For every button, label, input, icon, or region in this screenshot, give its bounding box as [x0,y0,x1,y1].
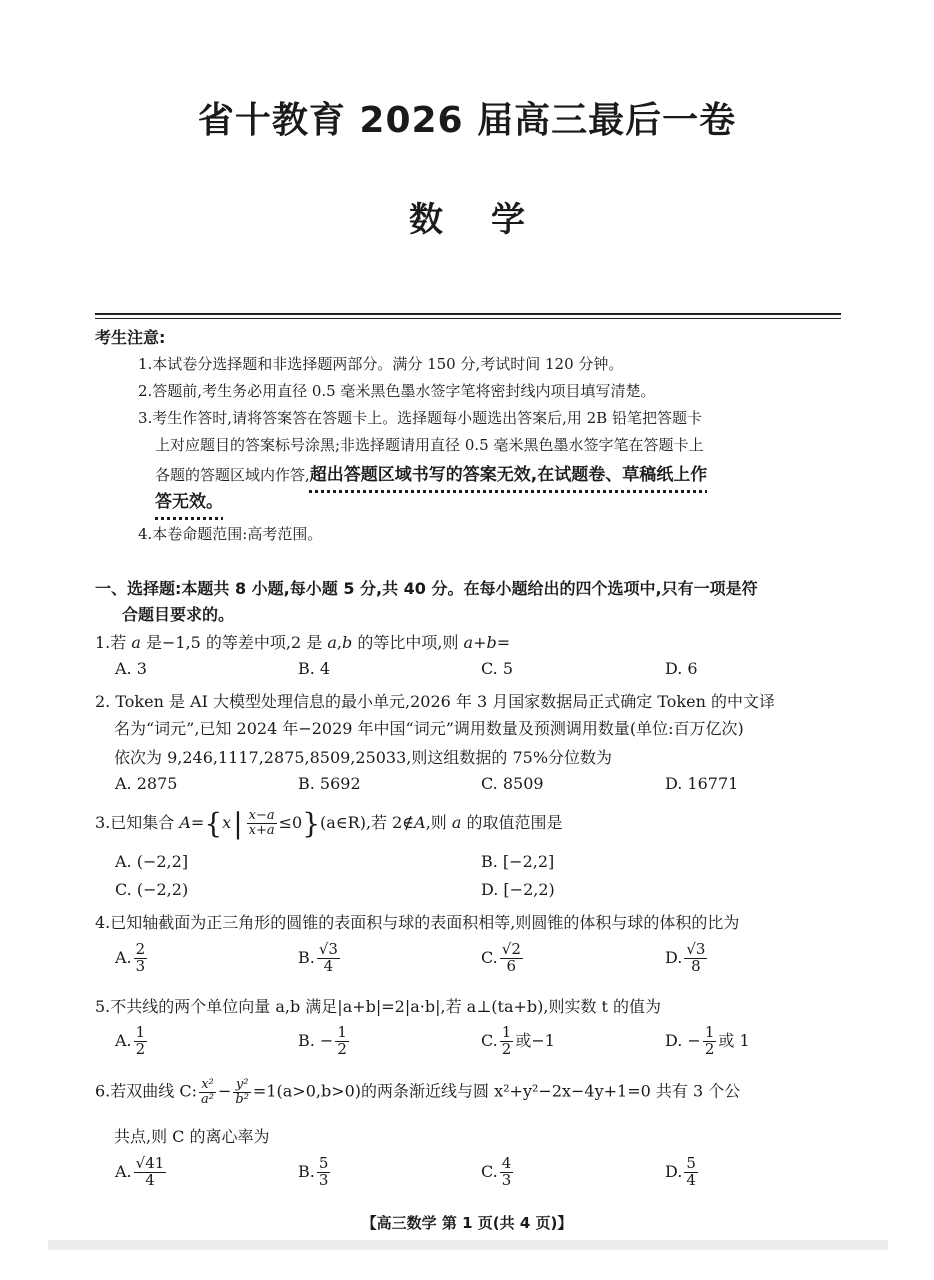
q5-d-tail: 或 1 [718,1030,750,1050]
q4-b-num: √3 [318,940,338,958]
q5-a-label: A. [115,1030,132,1050]
notice-item-2: 2.答题前,考生务必用直径 0.5 毫米黑色墨水签字笔将密封线内项目填写清楚。 [138,382,656,400]
notice-item-3-line-4 [155,487,223,512]
q5-c-label: C. [481,1030,498,1050]
q4-b-den: 4 [323,956,334,975]
q5-a-num: 1 [135,1023,146,1041]
q6-b-den: 3 [318,1170,329,1189]
page-footer: 【高三数学 第 1 页(共 4 页)】 [361,1214,573,1232]
q1-var: a [131,633,141,652]
q2-line-1: 2. Token 是 AI 大模型处理信息的最小单元,2026 年 3 月国家数据局正式确定 Token 的中文译 [95,692,775,711]
question-4: 4.已知轴截面为正三角形的圆锥的表面积与球的表面积相等,则圆锥的体积与球的体积的比为 [95,913,740,932]
q4-c-num: √2 [501,940,521,958]
q6-option-d [665,1156,700,1189]
q1-option-c: C. 5 [481,659,514,678]
q3-option-d: D. [−2,2) [481,880,555,899]
notice-item-3-line-1: 3.考生作答时,请将答案答在答题卡上。选择题每小题选出答案后,用 2B 铅笔把答题卡 [138,409,702,427]
q6-d-fraction [684,1156,698,1189]
q6-a-label: A. [115,1161,132,1181]
q6-option-b [298,1156,332,1189]
q5-c-tail: 或−1 [515,1030,555,1050]
q3-var: a [451,813,462,832]
q6-b-fraction [317,1156,331,1189]
q2-option-b: B. 5692 [298,774,361,793]
section-heading-line-1: 一、选择题:本题共 8 小题,每小题 5 分,共 40 分。在每小题给出的四个选项中,只有一项是符 [95,579,758,598]
q3-option-a: A. (−2,2] [115,852,189,871]
q2-option-d: D. 16771 [665,774,739,793]
q1-text: + [473,633,487,652]
q4-option-b [298,942,342,975]
q4-b-fraction [317,942,340,975]
q6-d-label: D. [665,1161,683,1181]
q4-c-fraction [500,942,523,975]
q3-brace: } [302,807,321,840]
q5-b-label: B. − [298,1030,334,1050]
q6-fraction-1 [199,1078,216,1106]
q5-b-fraction [335,1025,349,1058]
q1-option-a: A. 3 [115,659,147,678]
q3-text: 3.已知集合 [95,813,180,832]
section-heading-line-2: 合题目要求的。 [122,605,235,624]
notice-item-1: 1.本试卷分选择题和非选择题两部分。满分 150 分,考试时间 120 分钟。 [138,355,624,373]
q3-frac-den: x+a [248,823,275,838]
q6-fraction-2 [233,1078,251,1106]
q1-var: a [327,633,337,652]
q3-option-c: C. (−2,2) [115,880,189,899]
q4-option-a [115,942,149,975]
q1-text: , [336,633,343,652]
q1-option-d: D. 6 [665,659,698,678]
q1-option-b: B. 4 [298,659,331,678]
q3-text: = [190,813,205,832]
bottom-edge-bar [48,1240,888,1250]
q2-line-2: 名为“词元”,已知 2024 年−2029 年中国“词元”调用数量及预测调用数量(单位:百万亿次) [114,719,744,738]
q5-option-c [481,1025,555,1058]
q6-f2-den: b² [235,1091,249,1107]
q4-c-label: C. [481,947,498,967]
q3-text: ,则 [425,813,452,832]
q5-a-den: 2 [135,1039,146,1058]
exam-title: 省十教育 2026 届高三最后一卷 [197,100,737,141]
q5-c-num: 1 [501,1023,512,1041]
q1-text: 1.若 [95,633,132,652]
q4-d-label: D. [665,947,683,967]
q4-c-den: 6 [506,956,517,975]
q3-option-b: B. [−2,2] [481,852,555,871]
q6-c-num: 4 [501,1154,512,1172]
q1-var: b [486,633,497,652]
q6-a-fraction [134,1156,167,1189]
q6-c-den: 3 [501,1170,512,1189]
q5-option-d [665,1025,750,1058]
subject-title: 数学 [409,200,573,240]
q4-a-fraction [134,942,148,975]
q5-c-fraction [500,1025,514,1058]
question-1 [95,630,510,653]
question-6-line-2: 共点,则 C 的离心率为 [114,1127,270,1146]
q3-fraction [247,809,277,837]
q5-option-a [115,1025,149,1058]
q6-option-c [481,1156,515,1189]
q6-option-a [115,1156,168,1189]
q3-text: ,若 2∉ [365,813,415,832]
q1-var: b [342,633,353,652]
q1-text: 是−1,5 的等差中项,2 是 [140,633,328,652]
notice-item-3-text: 各题的答题区域内作答, [155,466,310,484]
q6-d-den: 4 [686,1170,696,1189]
q6-f2-num: y² [233,1078,251,1093]
header-rule-thin [95,318,841,319]
q6-d-num: 5 [686,1154,696,1172]
q6-text: 6.若双曲线 C: [95,1081,197,1101]
q3-cond: (a∈R) [320,813,366,832]
question-5: 5.不共线的两个单位向量 a,b 满足|a+b|=2|a·b|,若 a⊥(ta+b),则实数 t 的值为 [95,997,662,1016]
q6-f1-den: a² [201,1091,214,1107]
q5-c-den: 2 [501,1039,512,1058]
q2-option-c: C. 8509 [481,774,544,793]
q2-option-a: A. 2875 [115,774,178,793]
question-3 [95,807,563,840]
notice-emphasis-2: 答无效。 [155,492,223,512]
q4-d-den: 8 [691,956,701,975]
q6-b-num: 5 [318,1154,329,1172]
q5-d-label: D. − [665,1030,701,1050]
q3-brace: { [204,807,223,840]
q6-c-fraction [500,1156,514,1189]
q3-bar: | [233,807,243,840]
notice-heading: 考生注意: [95,328,166,347]
notice-item-3-line-3 [155,460,707,485]
notice-emphasis-1: 超出答题区域书写的答案无效,在试题卷、草稿纸上作 [309,465,708,485]
q1-var: a [463,633,474,652]
q3-text: 的取值范围是 [461,813,563,832]
q3-frac-num: x−a [248,808,275,824]
q5-d-den: 2 [704,1039,715,1058]
q5-b-den: 2 [337,1039,347,1058]
q4-d-num: √3 [686,940,706,958]
question-6-line-1 [95,1078,740,1106]
q6-a-den: 4 [145,1170,155,1189]
notice-item-4: 4.本卷命题范围:高考范围。 [138,525,323,543]
q3-ineq: ≤0 [278,813,303,832]
q5-d-num: 1 [704,1023,715,1041]
q6-b-label: B. [298,1161,315,1181]
q4-d-fraction [684,942,707,975]
q4-option-c [481,942,525,975]
q5-a-fraction [134,1025,148,1058]
q3-set: A [179,813,191,832]
q5-option-b [298,1025,351,1058]
q4-option-d [665,942,709,975]
q3-var: x [222,813,232,832]
notice-item-3-line-2: 上对应题目的答案标号涂黑;非选择题请用直径 0.5 毫米黑色墨水签字笔在答题卡上 [155,436,704,454]
q4-a-den: 3 [135,956,146,975]
header-rule [95,313,841,315]
q6-f1-num: x² [199,1078,216,1093]
q5-d-fraction [703,1025,717,1058]
q4-a-num: 2 [135,940,146,958]
q6-c-label: C. [481,1161,498,1181]
q6-a-num: √41 [135,1154,165,1172]
q3-set: A [414,813,426,832]
q4-b-label: B. [298,947,315,967]
q4-a-label: A. [115,947,132,967]
q1-text: 的等比中项,则 [352,633,464,652]
q1-text: = [496,633,511,652]
q5-b-num: 1 [337,1023,347,1041]
q6-minus: − [217,1081,232,1101]
q6-text: =1(a>0,b>0)的两条渐近线与圆 x²+y²−2x−4y+1=0 共有 3 个公 [252,1081,741,1101]
q2-line-3: 依次为 9,246,1117,2875,8509,25033,则这组数据的 75%分位数为 [114,748,613,767]
